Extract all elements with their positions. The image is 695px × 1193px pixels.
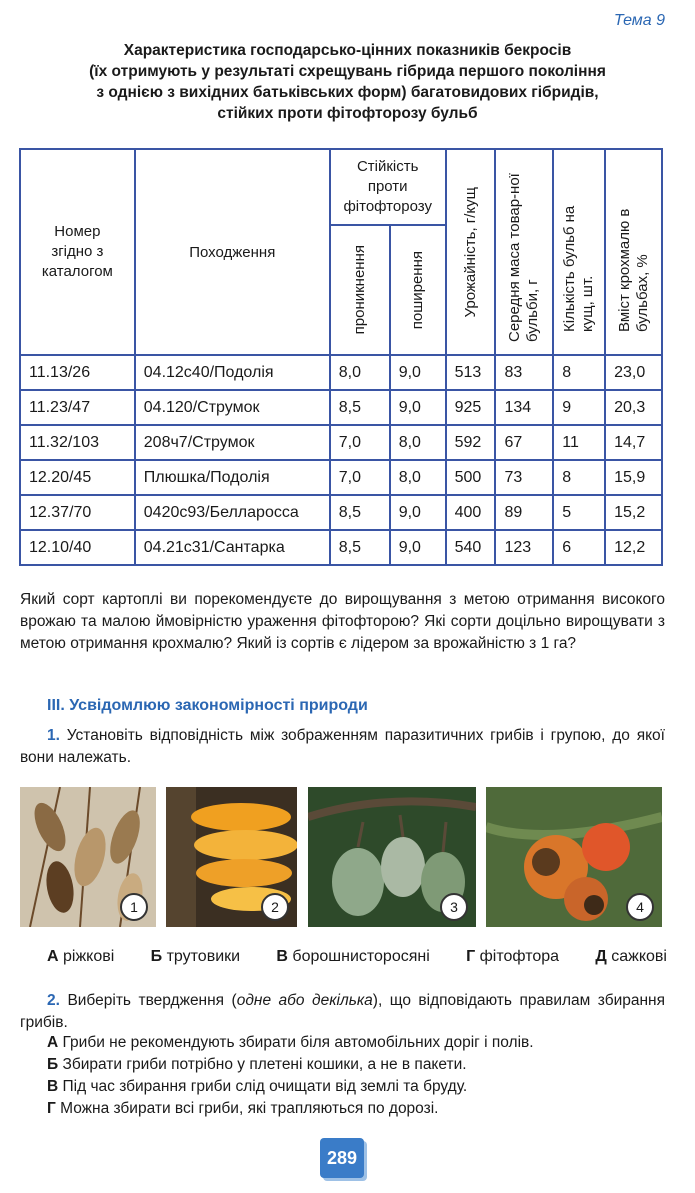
table-cell: 11.23/47 [20,390,135,425]
title-line: стійких проти фітофторозу бульб [217,105,478,122]
statement: Г Можна збирати всі гриби, які трапляються по дорозі. [47,1100,439,1117]
title-line: з однією з вихідних батьківських форм) багатовидових гібридів, [96,84,599,101]
header-mass: Середня маса товар-ної бульби, г [495,149,553,355]
title-line: Характеристика господарсько-цінних показників бекросів [123,42,572,59]
page-number: 289 [320,1138,364,1178]
answer-option: А ріжкові [47,948,115,965]
table-cell: 11.32/103 [20,425,135,460]
table-cell: 925 [446,390,496,425]
header-spread: поширення [390,225,446,355]
question-paragraph: Який сорт картоплі ви порекомендуєте до вирощування з метою отримання високого врожаю та малою ймовірністю ураження фітофторою? Які сорти доцільно вирощувати з метою отримання крохмалю? Який із сортів є лідером за врожайністю з 1 га? [20,591,665,652]
header-penetration: проникнення [330,225,390,355]
task-1-text: Установіть відповідність між зображенням паразитичних грибів і групою, до якої вони належать. [20,727,665,766]
photo-ergot [20,787,156,927]
table-cell: 15,9 [605,460,662,495]
table-cell: 8,5 [330,495,390,530]
table-cell: 400 [446,495,496,530]
table-cell: 540 [446,530,496,565]
table-cell: 04.12с40/Подолія [135,355,330,390]
statement: В Під час збирання гриби слід очищати від землі та бруду. [47,1078,468,1095]
table-cell: 8,5 [330,530,390,565]
table-cell: 208ч7/Струмок [135,425,330,460]
task-2-number: 2. [47,992,60,1009]
table-cell: 11 [553,425,605,460]
photo-number: 2 [261,893,289,921]
table-cell: 5 [553,495,605,530]
answer-option: Б трутовики [150,948,241,965]
table-cell: 513 [446,355,496,390]
photo-number: 1 [120,893,148,921]
table-cell: 20,3 [605,390,662,425]
table-cell: 9,0 [390,390,446,425]
table-cell: 8,0 [330,355,390,390]
table-row [20,390,662,425]
table-cell: 9,0 [390,495,446,530]
table-cell: 500 [446,460,496,495]
table-cell: 12.37/70 [20,495,135,530]
table-cell: 8,0 [390,425,446,460]
table-row [20,355,662,390]
answer-options [47,948,667,966]
section-title: III. Усвідомлюю закономірності природи [47,697,368,714]
photo-number: 4 [626,893,654,921]
table-cell: 83 [495,355,553,390]
table-cell: 9,0 [390,530,446,565]
table-row [20,460,662,495]
table-cell: 592 [446,425,496,460]
table-cell: 9,0 [390,355,446,390]
answer-option: Д сажкові [595,948,667,965]
table-cell: 7,0 [330,425,390,460]
table-cell: 0420с93/Белларосса [135,495,330,530]
table-row [20,495,662,530]
photo-polypore [166,787,297,927]
table-cell: 15,2 [605,495,662,530]
header-resistance: Стійкість проти фітофторозу [330,149,446,225]
header-yield: Урожайність, г/кущ [446,149,496,355]
table-row [20,530,662,565]
table-row [20,425,662,460]
table-title [20,40,675,124]
photo-number: 3 [440,893,468,921]
table-cell: 12.20/45 [20,460,135,495]
table-cell: Плюшка/Подолія [135,460,330,495]
header-origin: Походження [135,149,330,355]
table-cell: 04.21с31/Сантарка [135,530,330,565]
table-cell: 12,2 [605,530,662,565]
table-cell: 7,0 [330,460,390,495]
table-cell: 67 [495,425,553,460]
photo-phytophthora [486,787,662,927]
answer-option: В борошнисторосяні [276,948,430,965]
table-cell: 73 [495,460,553,495]
task-1-number: 1. [47,727,60,744]
table-cell: 04.120/Струмок [135,390,330,425]
header-catalog: Номер згідно з каталогом [20,149,135,355]
header-count: Кількість бульб на кущ, шт. [553,149,605,355]
table-cell: 123 [495,530,553,565]
table-cell: 89 [495,495,553,530]
statement: Б Збирати гриби потрібно у плетені кошики, а не в пакети. [47,1056,467,1073]
task-2: 2. Виберіть твердження (одне або декілька), що відповідають правилам збирання грибів. [20,992,666,1031]
topic-label: Тема 9 [613,12,665,29]
table-cell: 8 [553,460,605,495]
table-cell: 14,7 [605,425,662,460]
table-cell: 134 [495,390,553,425]
title-line: (їх отримують у результаті схрещувань гібрида першого покоління [89,63,606,80]
task-1 [20,725,665,769]
table-cell: 23,0 [605,355,662,390]
answer-option: Г фітофтора [466,948,560,965]
photo-powdery-mildew [308,787,476,927]
header-starch: Вміст крохмалю в бульбах, % [605,149,662,355]
table-cell: 11.13/26 [20,355,135,390]
statement: А Гриби не рекомендують збирати біля автомобільних доріг і полів. [47,1034,534,1051]
table-cell: 8,0 [390,460,446,495]
table-cell: 8,5 [330,390,390,425]
table-cell: 8 [553,355,605,390]
table-cell: 9 [553,390,605,425]
table-cell: 12.10/40 [20,530,135,565]
table-cell: 6 [553,530,605,565]
characteristics-table [19,148,663,566]
